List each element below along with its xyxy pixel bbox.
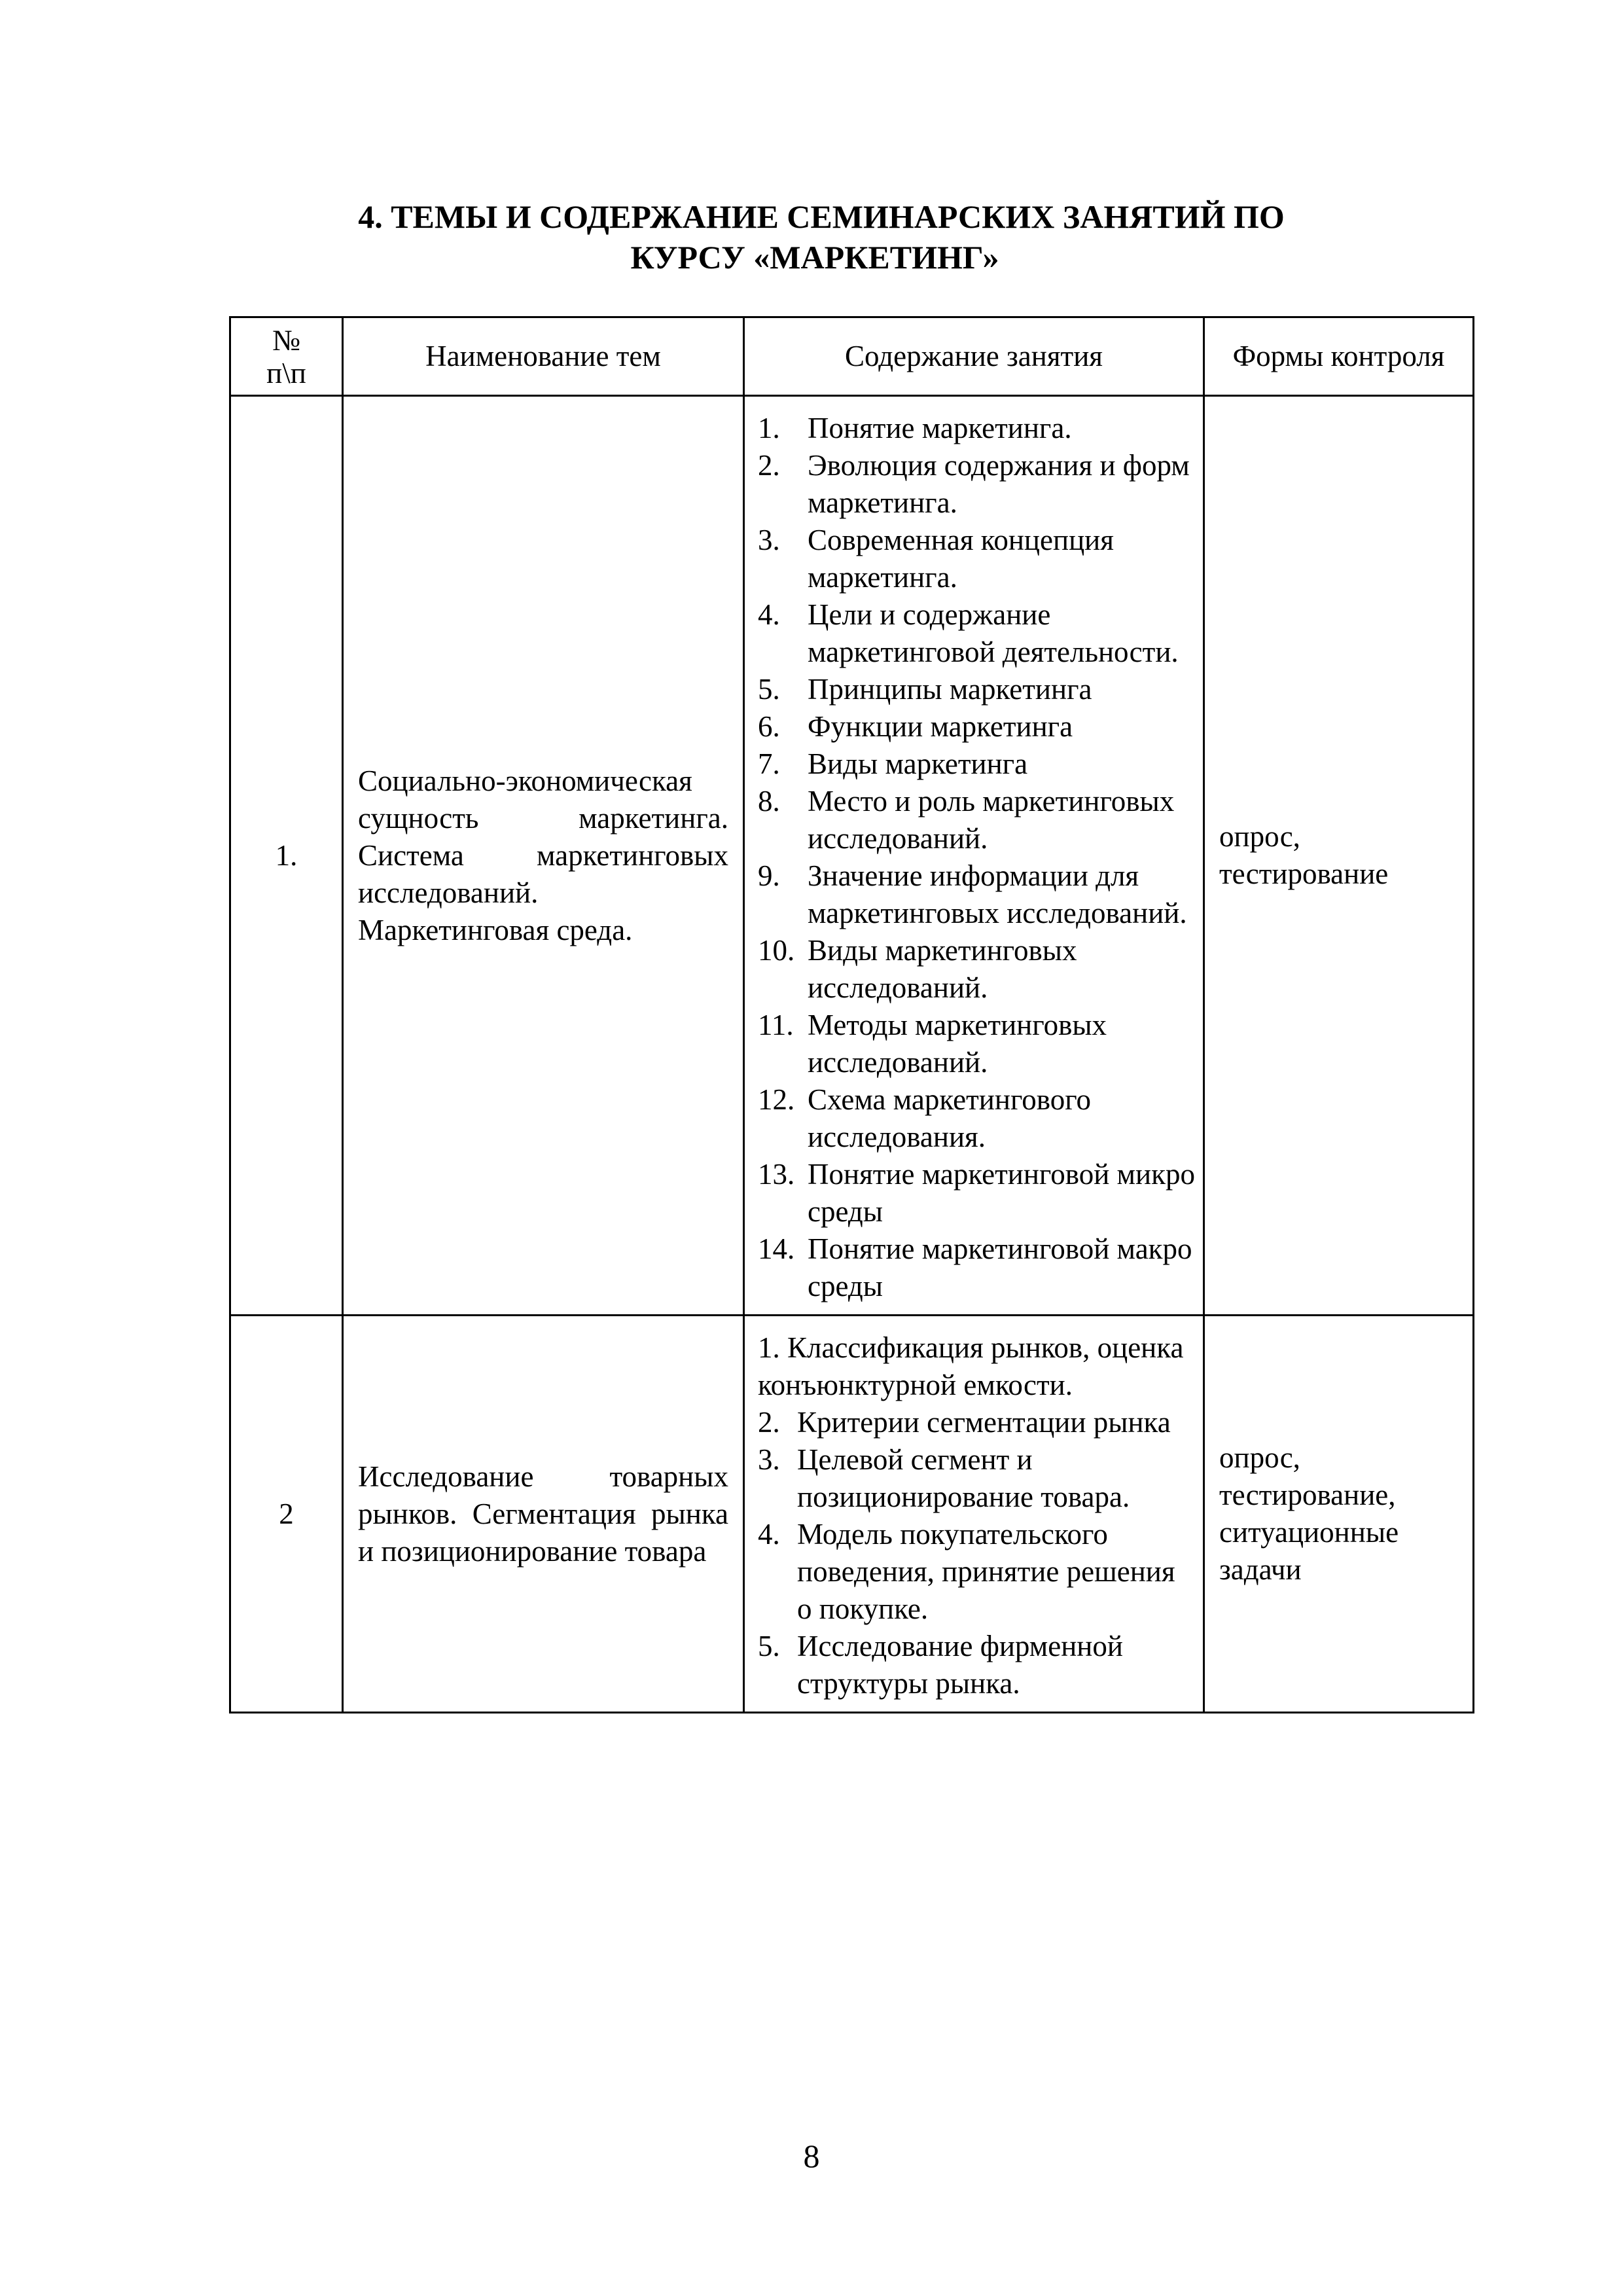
- content-item-number: 1.: [758, 1331, 780, 1364]
- content-item-number: 14.: [758, 1232, 795, 1265]
- content-item-text: Цели и содержание маркетинговой деятельности.: [808, 598, 1179, 668]
- content-item-number: 13.: [758, 1158, 795, 1191]
- content-item-text: Принципы маркетинга: [808, 673, 1092, 706]
- content-item-text: Функции маркетинга: [808, 710, 1073, 743]
- content-item: [758, 671, 1196, 708]
- content-item-text: Схема маркетингового исследования.: [808, 1083, 1092, 1153]
- content-item: [758, 1329, 1196, 1404]
- content-item-text: Виды маркетинга: [808, 747, 1028, 780]
- seminar-topics-table: [229, 316, 1474, 1713]
- content-item: [758, 783, 1196, 857]
- content-item-number: 5.: [758, 1630, 780, 1662]
- page-number: 8: [803, 2138, 820, 2174]
- row-topic: Исследование товарных рынков. Сегментация рынка и позиционирование товара: [343, 1316, 744, 1713]
- header-num: [230, 317, 343, 396]
- header-content: Содержание занятия: [744, 317, 1204, 396]
- section-title-line2: КУРСУ «МАРКЕТИНГ»: [630, 239, 999, 276]
- content-item: [758, 857, 1196, 932]
- row-control: опрос, тестирование, ситуационные задачи: [1204, 1316, 1474, 1713]
- content-item: [758, 1441, 1196, 1516]
- row-number: 2: [230, 1316, 343, 1713]
- content-item-number: 3.: [758, 1443, 780, 1476]
- row-control: опрос, тестирование: [1204, 396, 1474, 1316]
- content-item-number: 8.: [758, 785, 780, 817]
- row-topic: Социально-экономическая сущность маркетинга. Система маркетинговых исследований. Маркетинговая среда.: [343, 396, 744, 1316]
- content-item-text: Классификация рынков, оценка конъюнктурной емкости.: [758, 1331, 1184, 1401]
- content-item: [758, 596, 1196, 671]
- row-number: 1.: [230, 396, 343, 1316]
- table-header-row: [230, 317, 1474, 396]
- content-item: [758, 1230, 1196, 1305]
- content-item: [758, 522, 1196, 596]
- content-item-number: 7.: [758, 747, 780, 780]
- content-item-text: Понятие маркетинговой макро среды: [808, 1232, 1192, 1302]
- content-item: [758, 1007, 1196, 1081]
- header-control: Формы контроля: [1204, 317, 1474, 396]
- content-item: [758, 745, 1196, 783]
- content-item: [758, 1404, 1196, 1441]
- content-item-text: Критерии сегментации рынка: [797, 1406, 1171, 1439]
- content-item-number: 1.: [758, 412, 780, 444]
- content-item-text: Целевой сегмент и позиционирование товара.: [797, 1443, 1130, 1513]
- content-item: [758, 708, 1196, 745]
- content-item-text: Модель покупательского поведения, принятие решения о покупке.: [797, 1518, 1175, 1625]
- content-item-number: 5.: [758, 673, 780, 706]
- table-row: [230, 396, 1474, 1316]
- content-item-number: 3.: [758, 524, 780, 556]
- content-item: [758, 447, 1196, 522]
- content-item: [758, 1516, 1196, 1628]
- content-item-number: 10.: [758, 934, 795, 967]
- header-num-line2: п\п: [266, 356, 306, 389]
- content-item-text: Современная концепция маркетинга.: [808, 524, 1114, 594]
- content-item-number: 11.: [758, 1009, 794, 1041]
- content-item-number: 2.: [758, 449, 780, 482]
- section-title: [0, 196, 1623, 278]
- content-item: [758, 1628, 1196, 1702]
- content-item-text: Значение информации для маркетинговых исследований.: [808, 859, 1187, 929]
- content-item-number: 9.: [758, 859, 780, 892]
- content-item-text: Исследование фирменной структуры рынка.: [797, 1630, 1123, 1700]
- content-item-number: 12.: [758, 1083, 795, 1116]
- content-item-number: 4.: [758, 1518, 780, 1551]
- content-item: [758, 932, 1196, 1007]
- content-item-number: 6.: [758, 710, 780, 743]
- row-content: [744, 1316, 1204, 1713]
- row-content: [744, 396, 1204, 1316]
- content-item: [758, 1156, 1196, 1230]
- content-item-text: Виды маркетинговых исследований.: [808, 934, 1077, 1004]
- content-item-number: 2.: [758, 1406, 780, 1439]
- content-item: [758, 1081, 1196, 1156]
- content-item: [758, 410, 1196, 447]
- table-row: [230, 1316, 1474, 1713]
- content-item-text: Методы маркетинговых исследований.: [808, 1009, 1107, 1079]
- content-item-text: Понятие маркетинговой микро среды: [808, 1158, 1195, 1228]
- content-item-number: 4.: [758, 598, 780, 631]
- content-item-text: Эволюция содержания и форм маркетинга.: [808, 449, 1190, 519]
- section-title-line1: 4. ТЕМЫ И СОДЕРЖАНИЕ СЕМИНАРСКИХ ЗАНЯТИЙ ПО: [358, 198, 1285, 235]
- header-num-line1: №: [272, 323, 300, 357]
- header-topic: Наименование тем: [343, 317, 744, 396]
- content-item-text: Понятие маркетинга.: [808, 412, 1072, 444]
- content-item-text: Место и роль маркетинговых исследований.: [808, 785, 1175, 855]
